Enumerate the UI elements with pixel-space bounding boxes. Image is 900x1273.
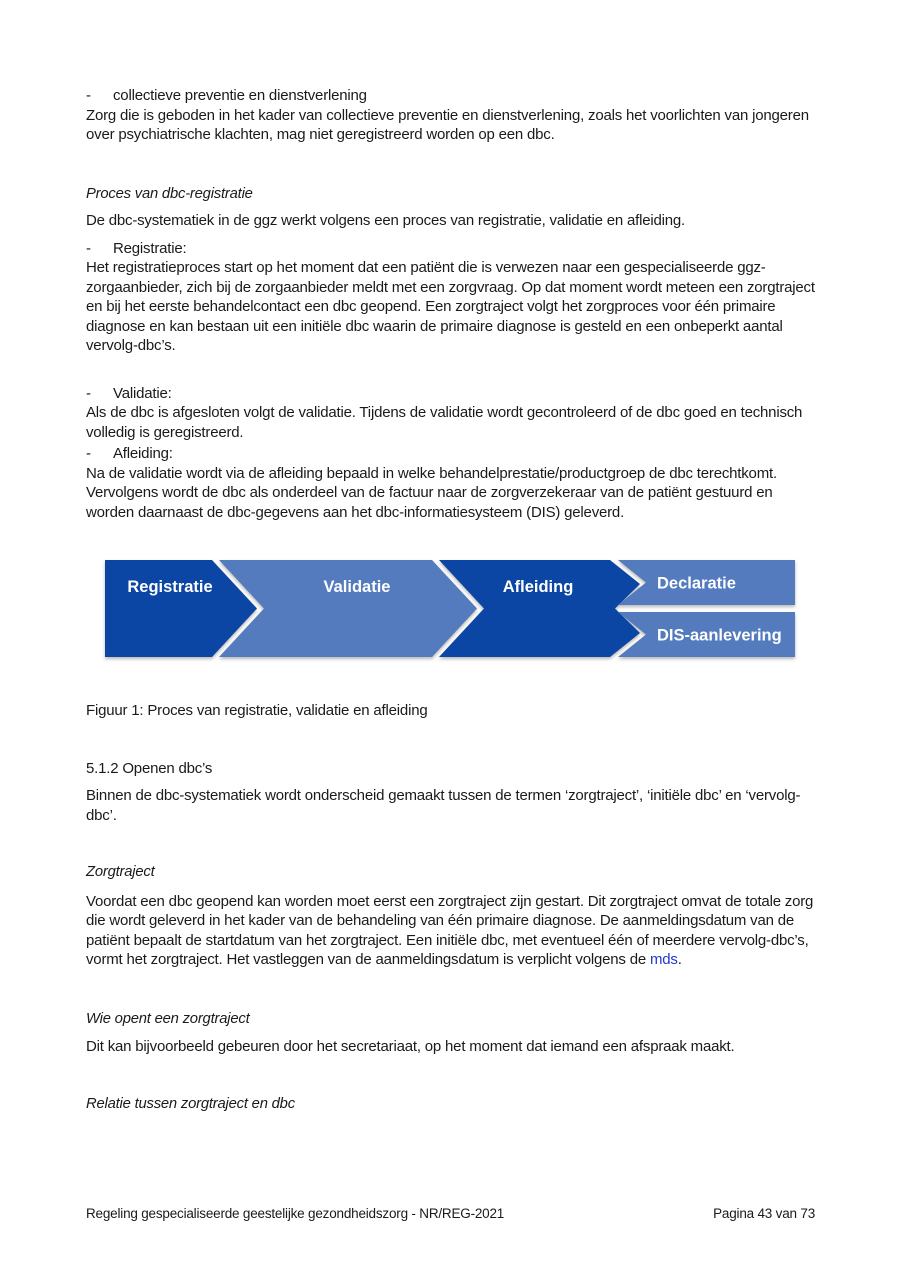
paragraph-zorgtraject-tail: .: [677, 951, 682, 968]
mds-link[interactable]: mds: [649, 951, 678, 968]
paragraph-afleiding: Na de validatie wordt via de afleiding bepaald in welke behandelprestatie/productgroep de dbc terechtkomt. Vervolgens wordt de dbc als onderdeel van de factuur naar de zorgverzekeraar van de patiënt gestuurd en worden daarnaast de dbc-gegevens aan het dbc-informatiesysteem (DIS) geleverd.: [86, 464, 777, 521]
subheading-proces-van-dbc-registratie: Proces van dbc-registratie: [86, 185, 253, 202]
list-dash: -: [86, 239, 91, 257]
subheading-wie-opent-een-zorgtraject: Wie opent een zorgtraject: [86, 1010, 250, 1027]
list-dash: -: [86, 445, 91, 462]
list-item-label: collectieve preventie en dienstverlening: [113, 87, 367, 104]
page-footer: [86, 1206, 815, 1221]
chevron-label-declaratie: Declaratie: [657, 574, 736, 593]
paragraph-512: Binnen de dbc-systematiek wordt onderscheid gemaakt tussen de termen ‘zorgtraject’, ‘initiële dbc’ en ‘vervolg-dbc’.: [86, 787, 801, 824]
list-item-validatie: [86, 384, 820, 404]
list-item-label: Afleiding:: [113, 445, 173, 462]
chevron-label-registratie: Registratie: [127, 578, 213, 596]
paragraph-proces: De dbc-systematiek in de ggz werkt volgens een proces van registratie, validatie en afleiding.: [86, 212, 686, 229]
footer-document-title: Regeling gespecialiseerde geestelijke gezondheidszorg - NR/REG-2021: [86, 1206, 505, 1221]
paragraph-zorgtraject: [86, 892, 820, 970]
chevron-label-afleiding: Afleiding: [502, 578, 574, 596]
list-dash: -: [86, 87, 91, 104]
list-item-label: Validatie:: [113, 384, 172, 402]
chevron-validatie: [219, 560, 477, 657]
paragraph-zorgtraject-text: Voordat een dbc geopend kan worden moet eerst een zorgtraject zijn gestart. Dit zorgtraject omvat de totale zorg die wordt geleverd in het kader van de behandeling van één primaire diagnose. De aanmeldingsdatum van de patiënt bepaalt de startdatum van het zorgtraject. Een initiële dbc, met eventueel één of meerdere vervolg-dbc’s, vormt het zorgtraject. Het vastleggen van de aanmeldingsdatum is verplicht volgens de: [86, 892, 814, 968]
list-dash: -: [86, 384, 91, 402]
list-item-collectieve-preventie: [86, 86, 820, 106]
paragraph-validatie: Als de dbc is afgesloten volgt de validatie. Tijdens de validatie wordt gecontroleerd of de dbc goed en technisch volledig is geregistreerd.: [86, 404, 803, 441]
heading-5-1-2-openen-dbcs: 5.1.2 Openen dbc’s: [86, 759, 213, 777]
paragraph-wie: Dit kan bijvoorbeeld gebeuren door het secretariaat, op het moment dat iemand een afspraak maakt.: [86, 1038, 735, 1055]
chevron-label-dis-aanlevering: DIS-aanlevering: [657, 626, 782, 645]
subheading-relatie-tussen-zorgtraject-en-dbc: Relatie tussen zorgtraject en dbc: [86, 1095, 295, 1112]
chevron-label-validatie: Validatie: [323, 578, 391, 596]
list-item-afleiding: [86, 444, 820, 464]
paragraph-registratie: Het registratieproces start op het moment dat een patiënt die is verwezen naar een gespecialiseerde ggz-zorgaanbieder, zich bij de zorgaanbieder meldt met een zorgvraag. Op dat moment wordt meteen een zorgtraject en bij het eerste behandelcontact een dbc geopend. Een zorgtraject volgt het zorgproces voor één primaire diagnose en kan bestaan uit een initiële dbc waarin de primaire diagnose is gesteld en een onbeperkt aantal vervolg-dbc’s.: [86, 259, 815, 354]
figure-caption: Figuur 1: Proces van registratie, validatie en afleiding: [86, 702, 428, 719]
process-flow-svg: [105, 560, 795, 657]
subheading-zorgtraject: Zorgtraject: [86, 864, 155, 880]
list-item-label: Registratie:: [113, 239, 187, 257]
process-flow-figure: [105, 560, 795, 657]
paragraph-intro: Zorg die is geboden in het kader van collectieve preventie en dienstverlening, zoals het voorlichten van jongeren over psychiatrische klachten, mag niet geregistreerd worden op een dbc.: [86, 106, 809, 143]
list-item-registratie: [86, 239, 820, 259]
footer-page-number: Pagina 43 van 73: [713, 1206, 815, 1221]
body-column: [86, 0, 820, 1114]
